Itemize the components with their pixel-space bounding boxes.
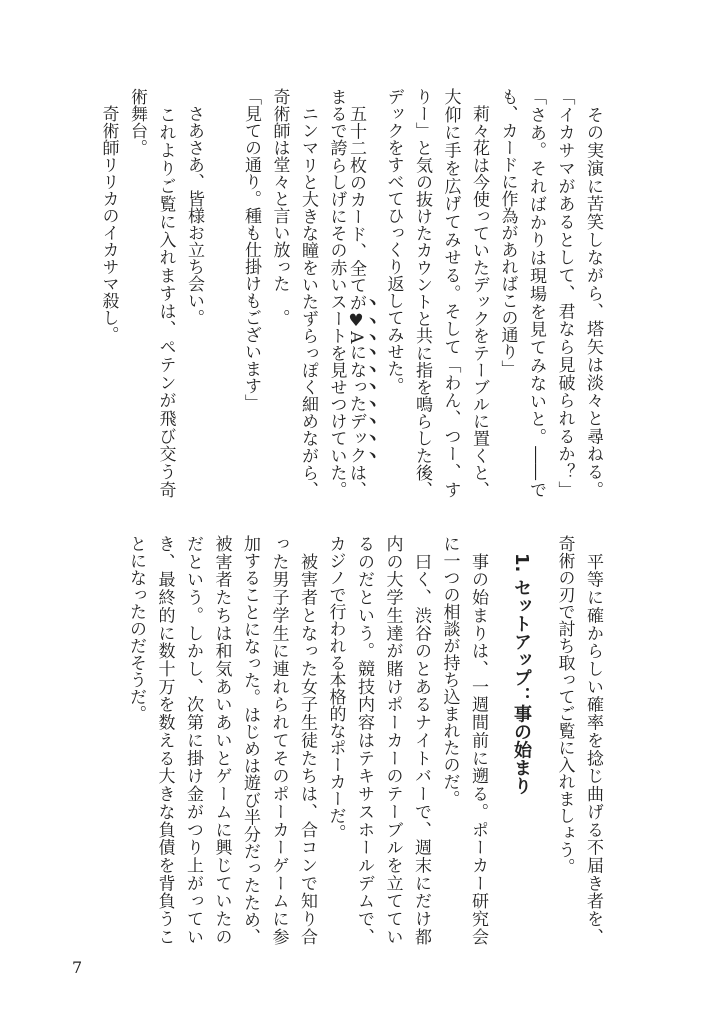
text-line: 内の大学生達が賭けポーカーのテーブルを立ててい	[382, 535, 403, 945]
text-line: るのだという。競技内容はテキサスホールデムで、	[354, 535, 374, 945]
text-line: まるで誇らしげにその赤いスートを見せつけていた。	[326, 88, 347, 498]
text-line: さあさあ、皆様お立ち会い。	[184, 88, 204, 326]
text-line: も、カードに作為があればこの通り」	[497, 88, 518, 377]
text-line: 大仰に手を広げてみせる。そして「わん、つー、す	[440, 88, 461, 498]
text-line: その実演に苦笑しながら、塔矢は淡々と尋ねる。	[583, 88, 603, 498]
text-line: った男子学生に連れられてそのポーカーゲームに参	[268, 535, 289, 945]
text-line: き、最終的に数十万を数える大きな負債を背負うこ	[154, 535, 175, 945]
text-line: 術舞台。	[127, 88, 147, 156]
text-line: 被害者となった女子生徒たちは、合コンで知り合	[297, 535, 317, 945]
text-line: 被害者たちは和気あいあいとゲームに興じていたの	[211, 535, 232, 946]
text-line: 加することになった。はじめは遊び半分だったため、	[240, 535, 260, 945]
text-line: デックをすべてひっくり返してみせた。	[383, 88, 404, 394]
emphasized-text: が♥Aになったデック	[346, 293, 366, 464]
text-line: だという。しかし、次第に掛け金がつり上がってい	[183, 535, 203, 945]
text-segment: は、	[346, 463, 366, 499]
text-line: カジノで行われる本格的なポーカーだ。	[325, 535, 346, 841]
text-line: りー」と気の抜けたカウントと共に指を鳴らした後、	[412, 88, 432, 498]
text-line: に一つの相談が持ち込まれたのだ。	[439, 535, 460, 807]
text-line: 「見ての通り。種も仕掛けもございます」	[241, 88, 261, 411]
section-heading: 1. セットアップ：事の始まり	[511, 553, 532, 795]
text-line: 事の始まりは、一週間前に遡る。ポーカー研究会	[468, 535, 488, 945]
text-segment: 五十二枚のカード、全て	[346, 88, 366, 294]
lower-text-block	[122, 535, 608, 945]
text-line: 「イカサマがあるとして、君なら見破られるか？」	[554, 88, 575, 498]
text-line: とになったのだそうだ。	[126, 535, 146, 722]
upper-text-block	[94, 88, 607, 498]
text-line: ニンマリと大きな瞳をいたずらっぽく細めながら、	[298, 88, 318, 498]
text-line: 奇術の刃で討ち取ってご覧に入れましょう。	[554, 535, 575, 875]
text-line: 莉々花は今使っていたデックをテーブルに置くと、	[469, 88, 489, 498]
text-line: 平等に確からしい確率を捻じ曲げる不届き者を、	[583, 535, 603, 945]
page-number: 7	[72, 958, 83, 977]
text-line: 「さあ。そればかりは現場を見てみないと。――で	[526, 88, 546, 498]
text-line: 奇術師リリカのイカサマ殺し。	[98, 88, 119, 343]
text-line: 奇術師は堂々と言い放った 。	[269, 88, 290, 326]
text-line: これよりご覧に入れますは、ペテンが飛び交う奇	[155, 88, 176, 498]
text-line: 曰く、渋谷のとあるナイトバーで、週末にだけ都	[411, 535, 431, 945]
blank-line	[208, 88, 237, 498]
text-line	[346, 88, 380, 499]
